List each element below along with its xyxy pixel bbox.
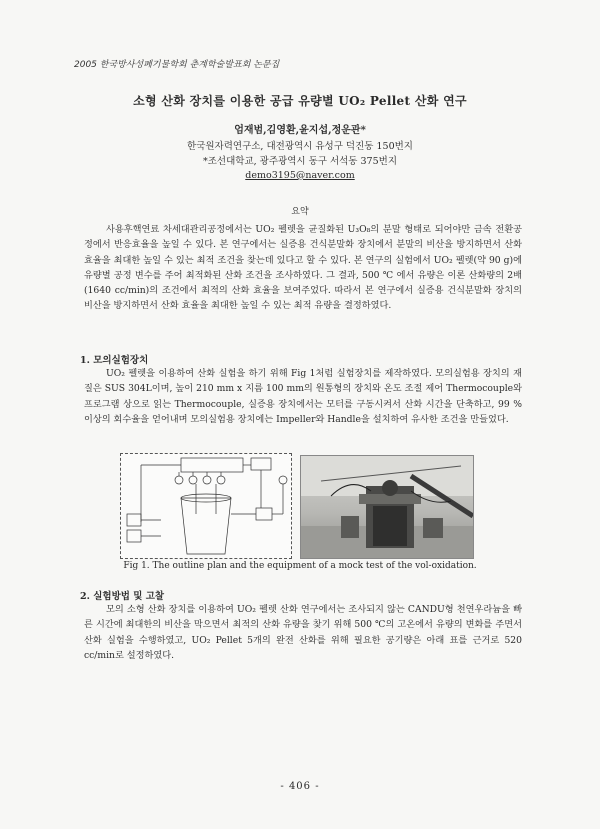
section-1-body: UO₂ 펠렛을 이용하여 산화 실험을 하기 위해 Fig 1처럼 실험장치를 제작하였다. 모의실험용 장치의 재질은 SUS 304L이며, 높이 210 mm x 지름 100 mm의 원통형의 장치와 온도 조절 제어 Thermocouple와 프로그램 상으로 읽는 Thermocouple, 실증용 장치에서는 모터를 구동시켜서 산화 시간을 단축하고, 99 %이상의 회수율을 얻어내며 모의실험용 장치에는 Impeller와 Handle을 설치하여 유사한 조건을 만들었다. <box>84 368 522 425</box>
author-list: 엄재범,김영환,윤지섭,정운관* <box>234 125 366 136</box>
conference-header: 2005 한국방사성폐기물학회 춘계학술발표회 논문집 <box>74 60 280 70</box>
author-email: demo3195@naver.com <box>245 170 355 181</box>
affiliation-1: 한국원자력연구소, 대전광역시 유성구 덕진동 150번지 <box>187 141 413 152</box>
schematic-diagram <box>120 453 292 559</box>
figure-1 <box>120 453 470 558</box>
paper-title: 소형 산화 장치를 이용한 공급 유량별 UO₂ Pellet 산화 연구 <box>133 94 467 108</box>
equipment-photo <box>300 455 474 559</box>
section-2-body: 모의 소형 산화 장치를 이용하여 UO₂ 펠렛 산화 연구에서는 조사되지 않는 CANDU형 천연우라늄을 빠른 시간에 최대한의 비산을 막으면서 최적의 산화 유량을 찾기 위해 500 ℃의 고온에서 유량의 변화를 주면서 산화 실험을 수행하였고, UO₂ Pellet 5개의 완전 산화를 위해 필요한 공기량은 아래 표를 근거로 520 cc/min로 설정하였다. <box>84 604 522 661</box>
abstract-body: 사용후핵연료 차세대관리공정에서는 UO₂ 펠렛을 균질화된 U₃O₈의 분말 형태로 되어야만 금속 전환공정에서 반응효율을 높일 수 있다. 본 연구에서는 실증용 건식분말화 장치에서 분말의 비산을 방지하면서 산화 효율을 최대한 높일 수 있는 최적 조건을 찾는데 있다고 할 수 있다. 본 연구의 실험에서 UO₂ 펠렛(약 90 g)에 유량별 공정 변수를 주어 최적화된 산화 조건을 조사하였다. 그 결과, 500 ℃ 에서 유량은 이론 산화량의 2배(1640 cc/min)의 조건에서 최적의 산화 효율을 보여주었다. 따라서 본 연구에서 실증용 건식분말화 장치의 비산을 방지하면서 산화 효율을 최대한 높일 수 있는 최적 유량을 결정하였다. <box>84 224 522 312</box>
figure-caption: Fig 1. The outline plan and the equipment of a mock test of the vol-oxidation. <box>123 561 477 571</box>
abstract-heading: 요약 <box>291 207 309 217</box>
page-number: - 406 - <box>280 781 320 792</box>
section-2-heading: 2. 실험방법 및 고찰 <box>80 591 165 602</box>
section-1-heading: 1. 모의실험장치 <box>80 355 149 366</box>
affiliation-2: *조선대학교, 광주광역시 동구 서석동 375번지 <box>203 156 397 167</box>
